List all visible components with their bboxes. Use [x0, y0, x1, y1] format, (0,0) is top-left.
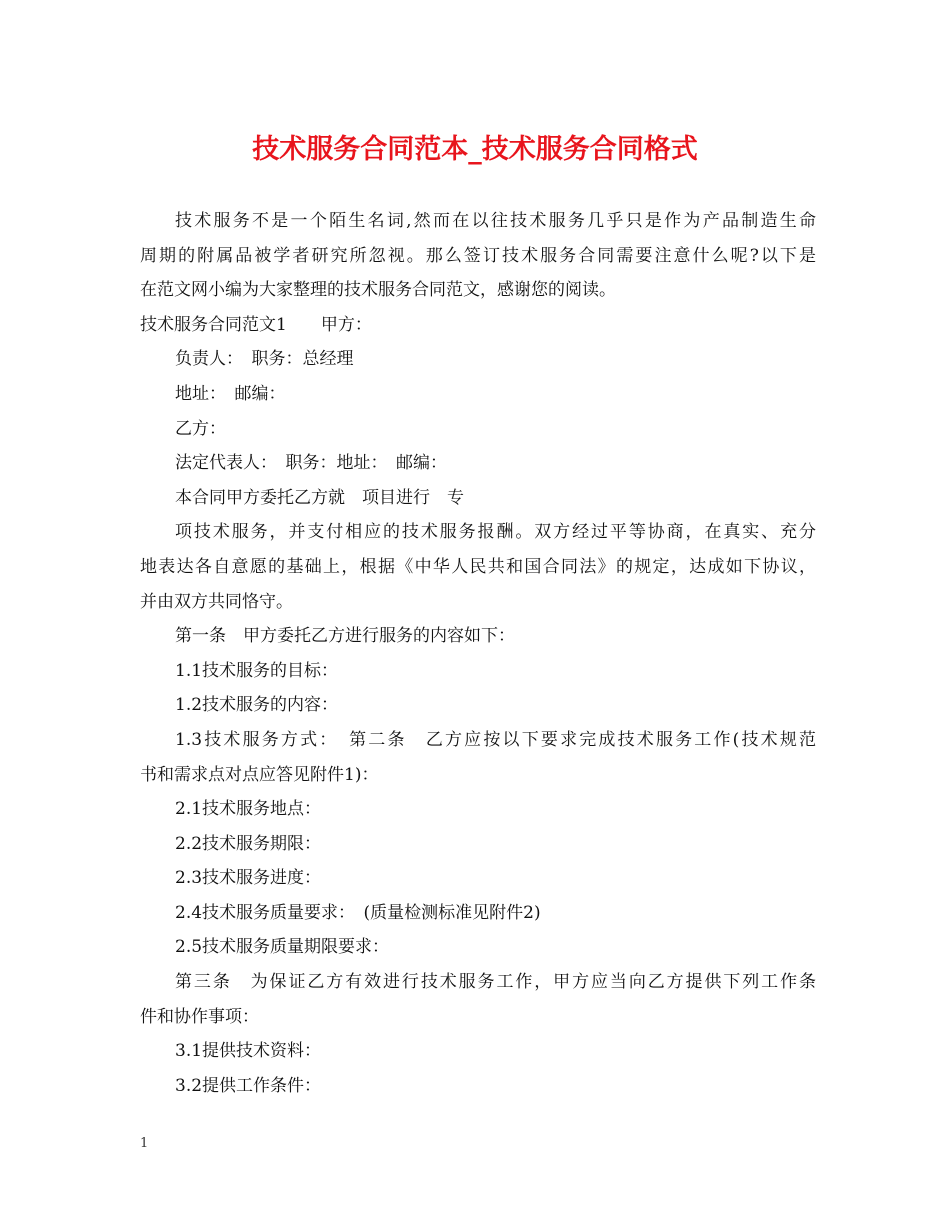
clause-item: 2.2技术服务期限：	[175, 833, 322, 854]
clause-item: 2.4技术服务质量要求： (质量检测标准见附件2)	[175, 902, 541, 923]
section-heading: 技术服务合同范文1 甲方：	[140, 314, 372, 335]
paragraph-line: 在范文网小编为大家整理的技术服务合同范文，感谢您的阅读。	[140, 280, 616, 301]
form-field-line: 地址： 邮编：	[175, 383, 286, 404]
clause-item: 1.1技术服务的目标：	[175, 660, 339, 681]
form-field-line: 负责人： 职务：总经理	[175, 349, 354, 370]
clause-item: 1.2技术服务的内容：	[175, 695, 339, 716]
clause-item: 1.3技术服务方式： 第二条 乙方应按以下要求完成技术服务工作(技术规范	[175, 729, 816, 750]
clause-item: 书和需求点对点应答见附件1)：	[140, 764, 379, 785]
paragraph-line: 本合同甲方委托乙方就 项目进行 专	[175, 487, 464, 508]
clause-item: 2.5技术服务质量期限要求：	[175, 937, 390, 958]
page-number: 1	[140, 1136, 149, 1151]
clause-heading: 第一条 甲方委托乙方进行服务的内容如下：	[175, 626, 515, 647]
clause-item: 2.3技术服务进度：	[175, 868, 322, 889]
clause-heading: 第三条 为保证乙方有效进行技术服务工作，甲方应当向乙方提供下列工作条	[175, 972, 816, 993]
clause-item: 3.2提供工作条件：	[175, 1075, 322, 1096]
document-body	[140, 204, 816, 1103]
paragraph-line: 项技术服务，并支付相应的技术服务报酬。双方经过平等协商，在真实、充分	[175, 522, 816, 543]
clause-item: 2.1技术服务地点：	[175, 799, 322, 820]
form-field-line: 乙方：	[175, 418, 226, 439]
paragraph-line: 地表达各自意愿的基础上，根据《中华人民共和国合同法》的规定，达成如下协议，	[140, 556, 816, 577]
clause-heading: 件和协作事项：	[140, 1006, 259, 1027]
clause-item: 3.1提供技术资料：	[175, 1041, 322, 1062]
paragraph-line: 技术服务不是一个陌生名词,然而在以往技术服务几乎只是作为产品制造生命	[175, 211, 816, 231]
paragraph-line: 并由双方共同恪守。	[140, 591, 293, 612]
paragraph-line: 周期的附属品被学者研究所忽视。那么签订技术服务合同需要注意什么呢?以下是	[140, 245, 816, 266]
document-title: 技术服务合同范本_技术服务合同格式	[252, 134, 698, 165]
form-field-line: 法定代表人： 职务：地址： 邮编：	[175, 453, 447, 474]
